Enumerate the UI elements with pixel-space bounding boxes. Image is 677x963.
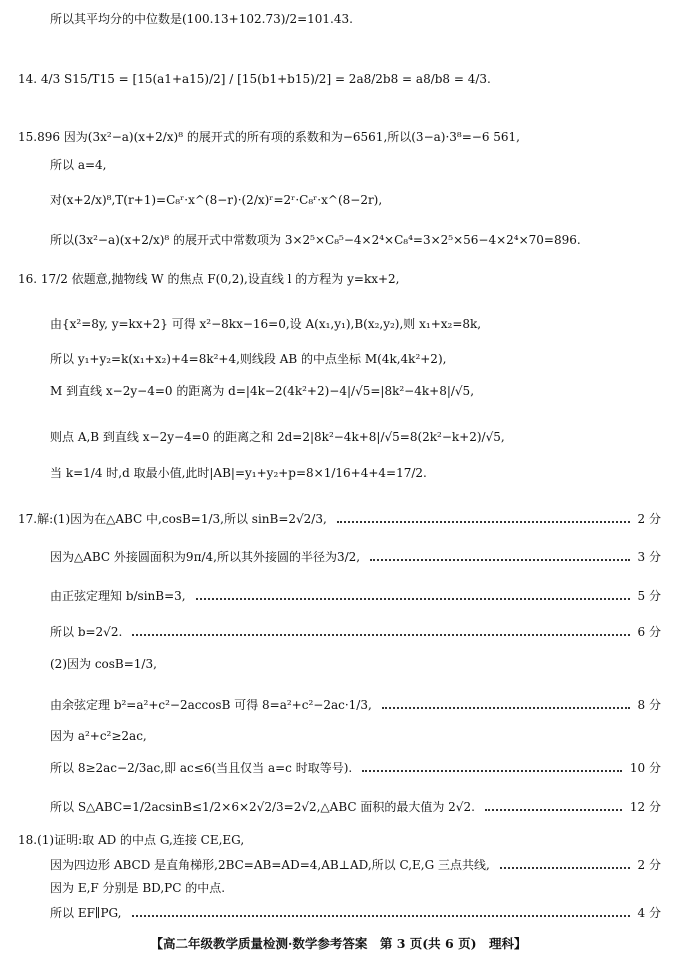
q17-step-7: 所以 S△ABC=1/2acsinB≤1/2×6×2√2/3=2√2,△ABC 面积的最大值为 2√2. 12 分 (50, 800, 661, 814)
q15-line-a: 所以 a=4, (50, 158, 107, 172)
q16-minimum: 当 k=1/4 时,d 取最小值,此时|AB|=y₁+y₂+p=8×1/16+4+4=17/2. (50, 466, 427, 480)
q17-inequality: 因为 a²+c²≥2ac, (50, 729, 147, 743)
q17-step-4: 所以 b=2√2. 6 分 (50, 625, 661, 639)
q17-step-3: 由正弦定理知 b/sinB=3, 5 分 (50, 589, 661, 603)
q18-step-1: 因为四边形 ABCD 是直角梯形,2BC=AB=AD=4,AB⊥AD,所以 C,E,G 三点共线, 2 分 (50, 858, 661, 872)
q18-midpoints: 因为 E,F 分别是 BD,PC 的中点. (50, 881, 226, 895)
median-line: 所以其平均分的中位数是(100.13+102.73)/2=101.43. (50, 12, 353, 26)
q17-step-5: 由余弦定理 b²=a²+c²−2accosB 可得 8=a²+c²−2ac·1/3, 8 分 (50, 698, 661, 712)
q18-step-2: 所以 EF∥PG, 4 分 (50, 906, 661, 920)
q16-system: 由{x²=8y, y=kx+2} 可得 x²−8kx−16=0,设 A(x₁,y₁),B(x₂,y₂),则 x₁+x₂=8k, (50, 317, 482, 331)
q15-answer: 15.896 因为(3x²−a)(x+2/x)⁸ 的展开式的所有项的系数和为−6561,所以(3−a)·3⁸=−6 561, (18, 130, 520, 144)
q16-answer: 16. 17/2 依题意,抛物线 W 的焦点 F(0,2),设直线 l 的方程为 y=kx+2, (18, 272, 400, 286)
q18-start: 18.(1)证明:取 AD 的中点 G,连接 CE,EG, (18, 833, 245, 847)
q14-answer: 14. 4/3 S15/T15 = [15(a1+a15)/2] / [15(b1+b15)/2] = 2a8/2b8 = a8/b8 = 4/3. (18, 72, 491, 86)
q17-step-1: 17.解:(1)因为在△ABC 中,cosB=1/3,所以 sinB=2√2/3, 2 分 (18, 512, 661, 526)
q16-distance-sum: 则点 A,B 到直线 x−2y−4=0 的距离之和 2d=2|8k²−4k+8|/√5=8(2k²−k+2)/√5, (50, 430, 505, 444)
q16-distance: M 到直线 x−2y−4=0 的距离为 d=|4k−2(4k²+2)−4|/√5=|8k²−4k+8|/√5, (50, 384, 475, 398)
q15-general-term: 对(x+2/x)⁸,T(r+1)=C₈ʳ·x^(8−r)·(2/x)ʳ=2ʳ·C₈ʳ·x^(8−2r), (50, 193, 383, 207)
page-footer: 【高二年级教学质量检测·数学参考答案 第 3 页(共 6 页) 理科】 (150, 936, 527, 951)
q17-part2-start: (2)因为 cosB=1/3, (50, 657, 157, 671)
q15-constant-term: 所以(3x²−a)(x+2/x)⁸ 的展开式中常数项为 3×2⁵×C₈⁵−4×2⁴×C₈⁴=3×2⁵×56−4×2⁴×70=896. (50, 233, 581, 247)
q17-step-2: 因为△ABC 外接圆面积为9π/4,所以其外接圆的半径为3/2, 3 分 (50, 550, 661, 564)
q17-step-6: 所以 8≥2ac−2/3ac,即 ac≤6(当且仅当 a=c 时取等号). 10 分 (50, 761, 661, 775)
q16-midpoint: 所以 y₁+y₂=k(x₁+x₂)+4=8k²+4,则线段 AB 的中点坐标 M(4k,4k²+2), (50, 352, 447, 366)
